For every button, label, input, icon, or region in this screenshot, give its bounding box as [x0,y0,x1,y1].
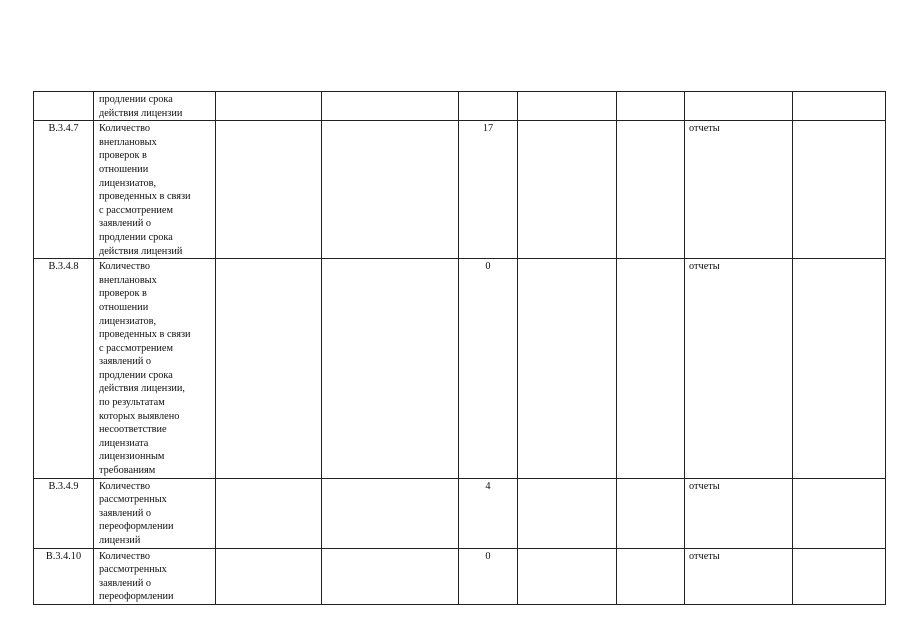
description-line: рассмотренных [99,494,167,506]
row-description-cell [94,259,216,479]
row-code-cell: В.3.4.9 [34,478,94,548]
empty-cell [617,259,685,479]
description-line: лицензиатов, [99,315,157,327]
description-line: внеплановых [99,136,157,148]
empty-cell [617,548,685,604]
row-code-cell: В.3.4.10 [34,548,94,604]
description-line: Количество [99,123,151,135]
description-line: Количество [99,261,151,273]
description-line: заявлений о [99,577,152,589]
description-line: отношении [99,301,149,313]
table-row [34,478,886,548]
description-line: несоответствие [99,424,167,436]
row-value-cell: 0 [459,548,518,604]
row-value-cell: 0 [459,259,518,479]
empty-cell [518,92,617,121]
empty-cell [322,121,459,259]
description-line: лицензий [99,535,141,546]
empty-cell [322,548,459,604]
empty-cell [322,259,459,479]
empty-cell [518,259,617,479]
description-line: внеплановых [99,274,157,286]
empty-cell [216,548,322,604]
description-line: продлении срока [99,231,173,243]
row-source-cell: отчеты [685,121,793,259]
empty-cell [216,92,322,121]
table-row [34,548,886,604]
empty-cell [793,121,886,259]
description-line: требованиям [99,465,156,477]
row-value-cell [459,92,518,121]
description-line: с рассмотрением [99,204,173,216]
empty-cell [617,478,685,548]
empty-cell [216,121,322,259]
description-line: действия лицензии, [99,383,185,395]
description-line: заявлений о [99,507,152,519]
row-value-cell: 17 [459,121,518,259]
description-line: Количество [99,550,151,562]
description-line: с рассмотрением [99,342,173,354]
empty-cell [518,121,617,259]
description-line: по результатам [99,397,165,409]
description-line: проверок в [99,288,147,300]
description-line: заявлений о [99,356,152,368]
description-line: переоформлении [99,521,174,533]
description-line: отношении [99,163,149,175]
row-code-cell: В.3.4.7 [34,121,94,259]
row-source-cell [685,92,793,121]
empty-cell [617,121,685,259]
row-value-cell: 4 [459,478,518,548]
row-description-cell [94,92,216,121]
empty-cell [518,548,617,604]
empty-cell [322,478,459,548]
description-line: лицензионным [99,451,165,463]
description-line: переоформлении [99,591,174,603]
row-code-cell: В.3.4.8 [34,259,94,479]
empty-cell [793,478,886,548]
empty-cell [617,92,685,121]
row-source-cell: отчеты [685,548,793,604]
table-row [34,259,886,479]
row-code-cell [34,92,94,121]
description-line: продлении срока [99,94,173,105]
row-source-cell: отчеты [685,478,793,548]
table-row [34,121,886,259]
description-line: рассмотренных [99,564,167,576]
description-line: действия лицензий [99,245,183,257]
empty-cell [216,259,322,479]
description-line: продлении срока [99,369,173,381]
description-line: заявлений о [99,218,152,230]
row-source-cell: отчеты [685,259,793,479]
description-line: лицензиата [99,437,149,449]
description-line: которых выявлено [99,410,180,422]
description-line: проведенных в связи [99,191,191,203]
description-line: действия лицензии [99,107,183,119]
empty-cell [793,92,886,121]
row-description-cell [94,548,216,604]
table-row [34,92,886,121]
description-line: проведенных в связи [99,329,191,341]
description-line: лицензиатов, [99,177,157,189]
empty-cell [793,548,886,604]
report-table [33,91,886,605]
empty-cell [518,478,617,548]
empty-cell [793,259,886,479]
row-description-cell [94,121,216,259]
description-line: Количество [99,480,151,492]
row-description-cell [94,478,216,548]
empty-cell [216,478,322,548]
description-line: проверок в [99,150,147,162]
empty-cell [322,92,459,121]
